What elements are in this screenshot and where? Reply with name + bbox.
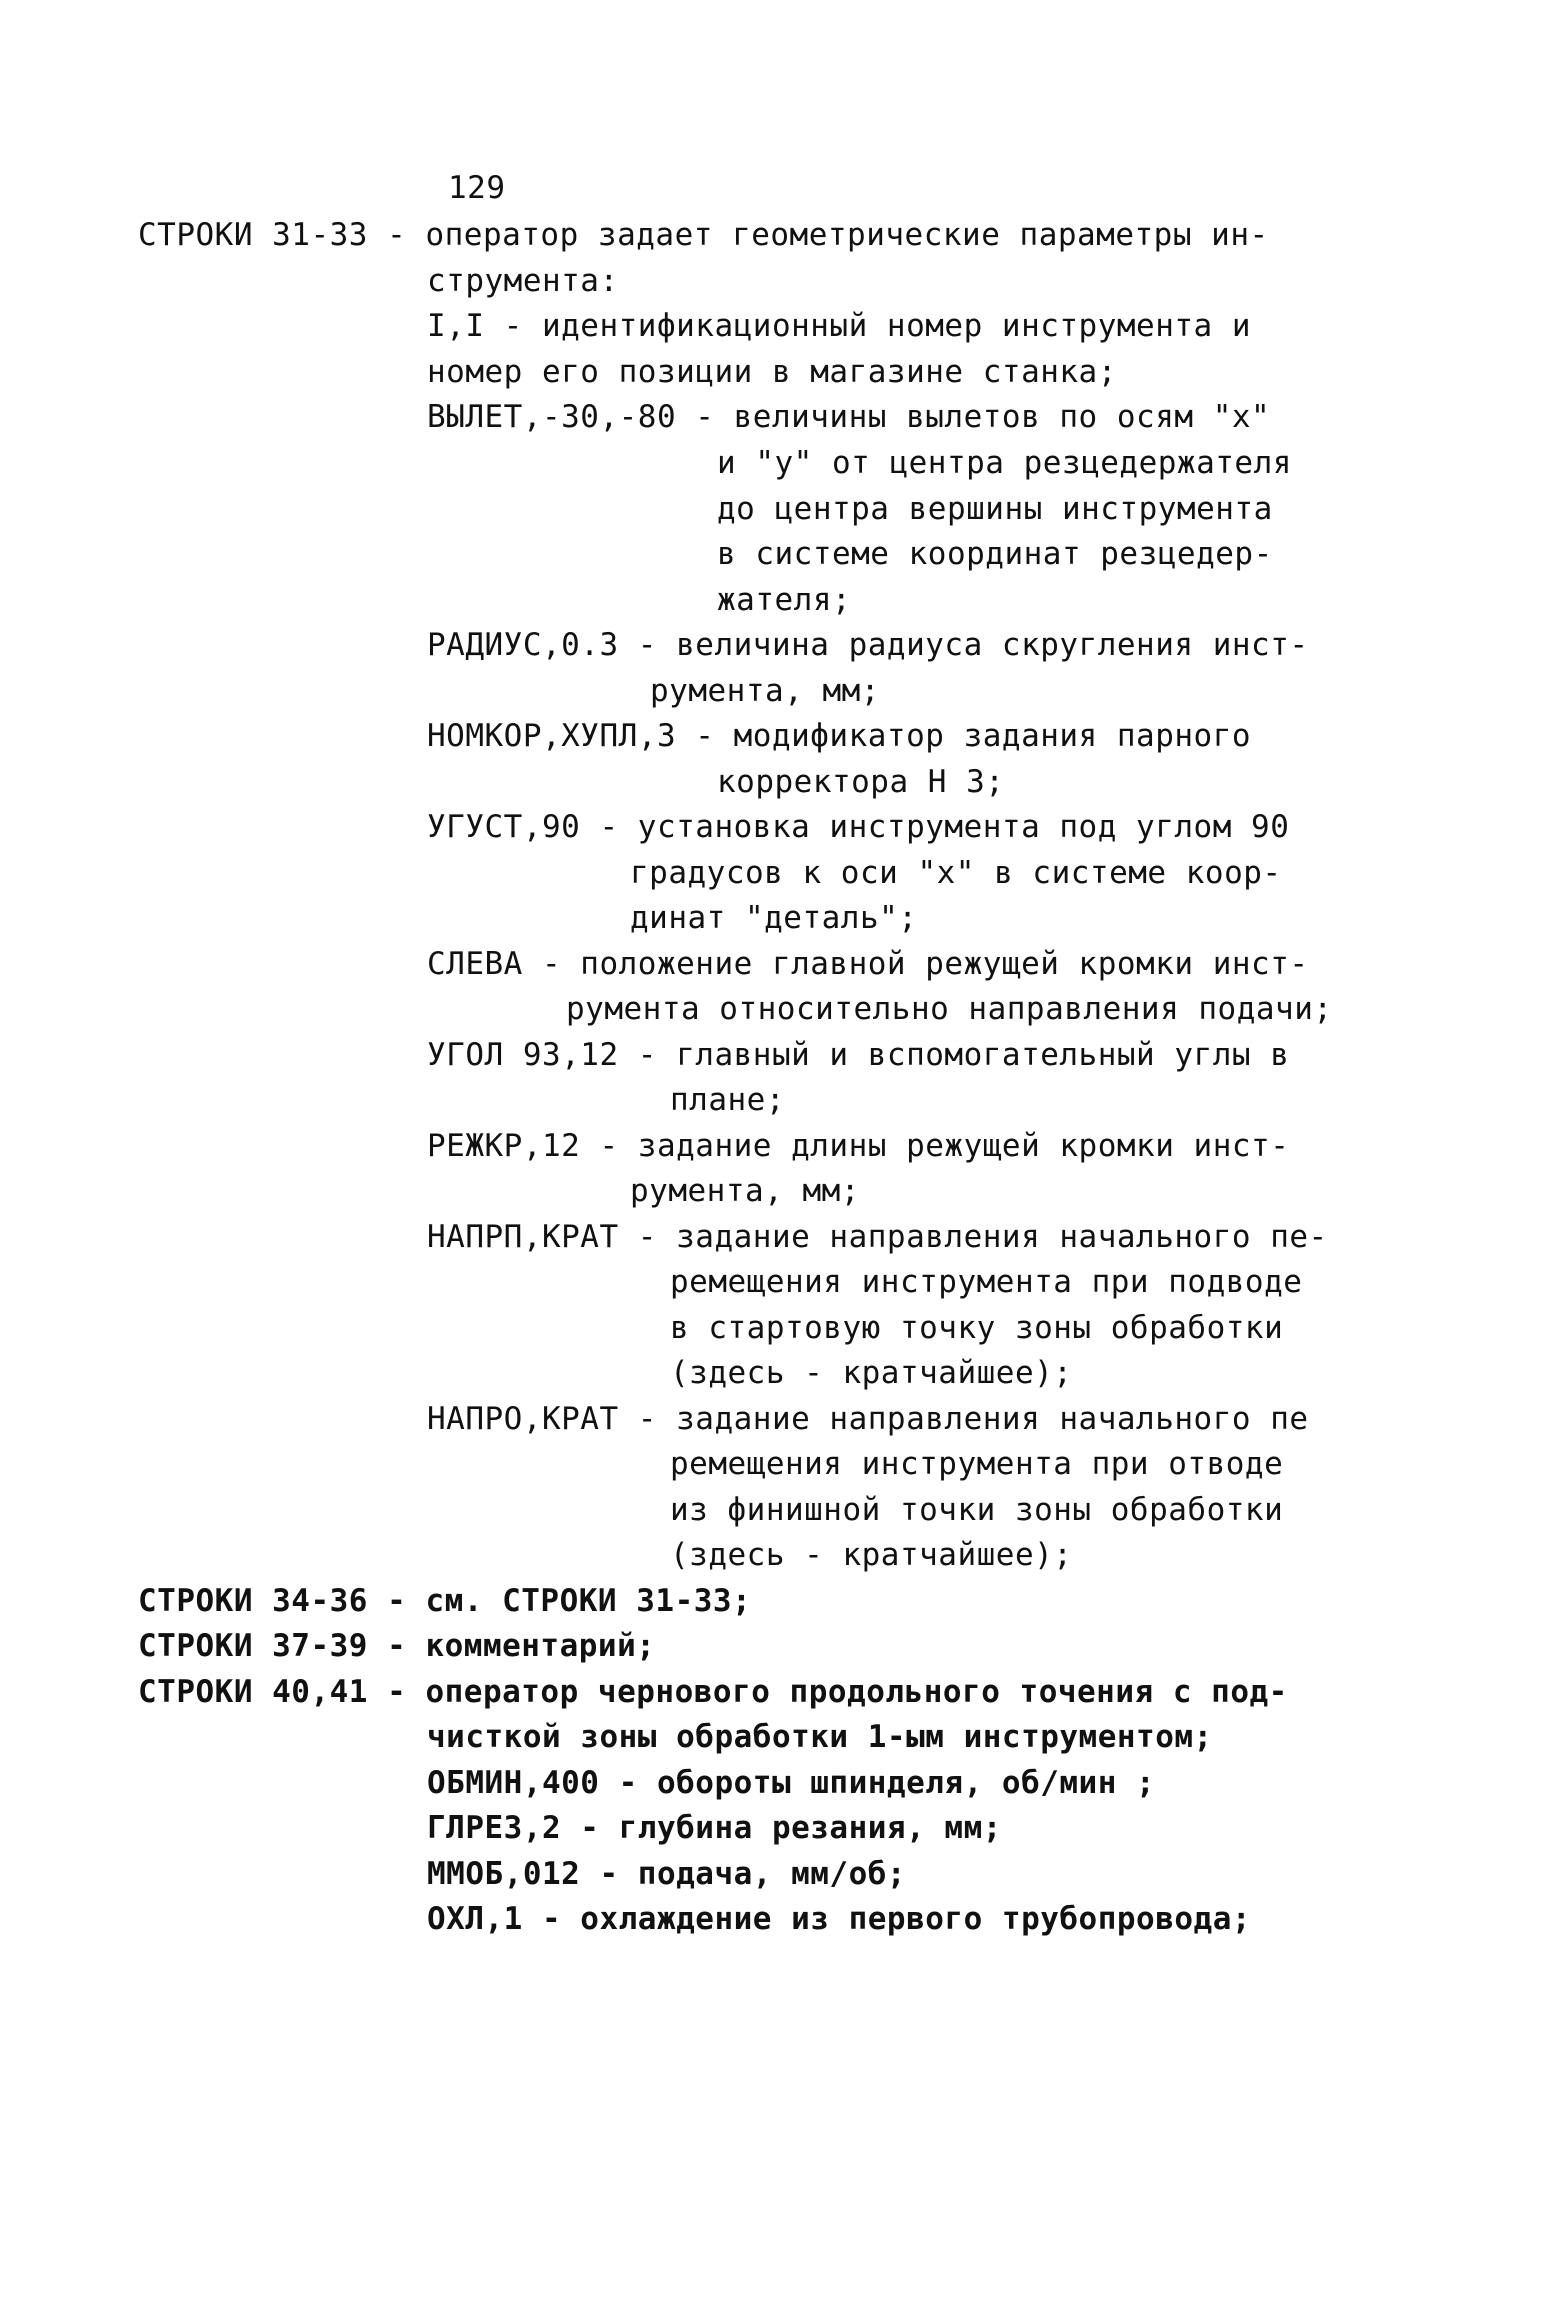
text-line: плане;	[670, 1082, 785, 1118]
text-line: ремещения инструмента при отводе	[670, 1446, 1284, 1482]
text-line: чисткой зоны обработки 1-ым инструментом;	[427, 1719, 1213, 1755]
text-line: СТРОКИ 31-33 - оператор задает геометрические параметры ин-	[138, 217, 1269, 253]
text-line: УГОЛ 93,12 - главный и вспомогательный углы в	[427, 1037, 1290, 1073]
text-line: ВЫЛЕТ,-30,-80 - величины вылетов по осям "х"	[427, 399, 1271, 435]
text-line: СТРОКИ 34-36 - см. СТРОКИ 31-33;	[138, 1583, 752, 1619]
text-line: СЛЕВА - положение главной режущей кромки инст-	[427, 946, 1309, 982]
text-line: СТРОКИ 37-39 - комментарий;	[138, 1628, 656, 1664]
text-line: румента, мм;	[650, 673, 880, 709]
text-line: НАПРО,КРАТ - задание направления начального пе	[427, 1401, 1309, 1437]
text-line: РЕЖКР,12 - задание длины режущей кромки инст-	[427, 1128, 1290, 1164]
text-line: НАПРП,КРАТ - задание направления начального пе-	[427, 1219, 1328, 1255]
text-line: до центра вершины инструмента	[717, 491, 1273, 527]
text-line: и "у" от центра резцедержателя	[717, 445, 1292, 481]
text-line: I,I - идентификационный номер инструмента и	[427, 308, 1252, 344]
text-line: градусов к оси "х" в системе коор-	[630, 855, 1282, 891]
text-line: корректора Н 3;	[717, 764, 1005, 800]
text-line: ГЛРЕЗ,2 - глубина резания, мм;	[427, 1810, 1002, 1846]
text-line: струмента:	[427, 263, 619, 299]
text-line: ОХЛ,1 - охлаждение из первого трубопровода;	[427, 1901, 1252, 1937]
text-line: НОМКОР,ХУПЛ,3 - модификатор задания парного	[427, 718, 1252, 754]
text-line: жателя;	[717, 582, 852, 618]
text-line: в стартовую точку зоны обработки	[670, 1310, 1284, 1346]
text-line: УГУСТ,90 - установка инструмента под углом 90	[427, 809, 1290, 845]
text-line: номер его позиции в магазине станка;	[427, 354, 1117, 390]
text-line: РАДИУС,0.3 - величина радиуса скругления инст-	[427, 627, 1309, 663]
text-line: (здесь - кратчайшее);	[670, 1537, 1073, 1573]
text-line: румента, мм;	[630, 1173, 860, 1209]
text-line: ОБМИН,400 - обороты шпинделя, об/мин ;	[427, 1765, 1156, 1801]
text-line: динат "деталь";	[630, 900, 918, 936]
text-line: ММОБ,012 - подача, мм/об;	[427, 1856, 907, 1892]
text-line: СТРОКИ 40,41 - оператор чернового продольного точения с под-	[138, 1674, 1288, 1710]
text-line: из финишной точки зоны обработки	[670, 1492, 1284, 1528]
page-number: 129	[448, 170, 506, 206]
text-line: румента относительно направления подачи;	[566, 991, 1333, 1027]
text-line: (здесь - кратчайшее);	[670, 1355, 1073, 1391]
text-line: ремещения инструмента при подводе	[670, 1264, 1303, 1300]
text-line: в системе координат резцедер-	[717, 536, 1273, 572]
